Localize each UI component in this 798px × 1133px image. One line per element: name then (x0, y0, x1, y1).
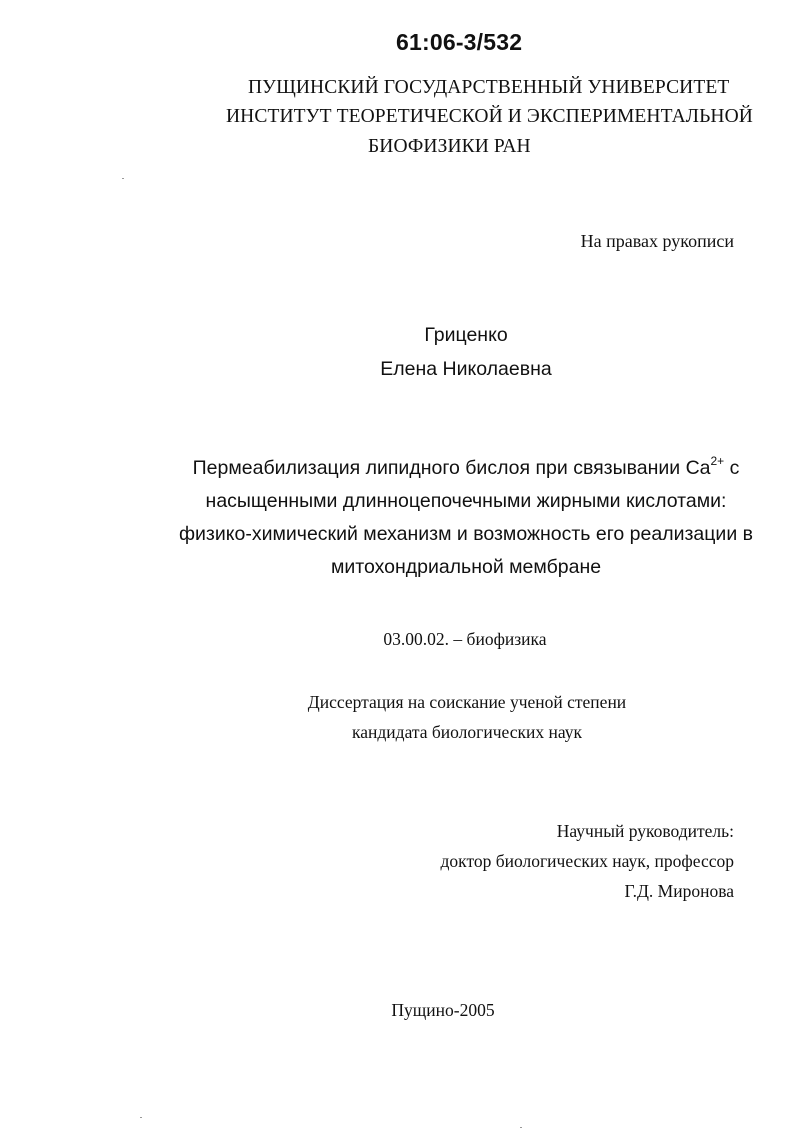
institute-name-line2: БИОФИЗИКИ РАН (368, 136, 531, 157)
university-name: ПУЩИНСКИЙ ГОСУДАРСТВЕННЫЙ УНИВЕРСИТЕТ (248, 77, 730, 98)
scan-speck (122, 178, 124, 179)
manuscript-rights-note: На правах рукописи (580, 231, 734, 251)
author-surname: Гриценко (424, 324, 508, 346)
author-full-name: Елена Николаевна (380, 358, 552, 380)
title-line-1-text: Пермеабилизация липидного бислоя при связывании Ca (192, 457, 711, 479)
catalog-number: 61:06-3/532 (396, 29, 523, 55)
title-line-2: насыщенными длинноцепочечными жирными кислотами: (205, 490, 727, 512)
institute-name-line1: ИНСТИТУТ ТЕОРЕТИЧЕСКОЙ И ЭКСПЕРИМЕНТАЛЬНОЙ (226, 106, 753, 127)
supervisor-label: Научный руководитель: (556, 821, 734, 841)
degree-line-1: Диссертация на соискание ученой степени (307, 692, 627, 712)
dissertation-title (70, 452, 798, 584)
supervisor-block (441, 816, 734, 906)
scan-speck (520, 1127, 522, 1128)
supervisor-credentials: доктор биологических наук, профессор (440, 851, 734, 871)
title-line-3: физико-химический механизм и возможность его реализации в (179, 523, 753, 545)
supervisor-name: Г.Д. Миронова (624, 881, 734, 901)
specialty-code: 03.00.02. – биофизика (383, 629, 547, 649)
calcium-charge-superscript: 2+ (710, 453, 725, 468)
scan-speck (140, 1117, 142, 1118)
city-year: Пущино-2005 (391, 1000, 495, 1020)
title-line-4: митохондриальной мембране (330, 556, 602, 578)
degree-line-2: кандидата биологических наук (352, 722, 582, 742)
title-line-1-tail: с (724, 457, 740, 479)
title-line-1 (70, 452, 798, 485)
